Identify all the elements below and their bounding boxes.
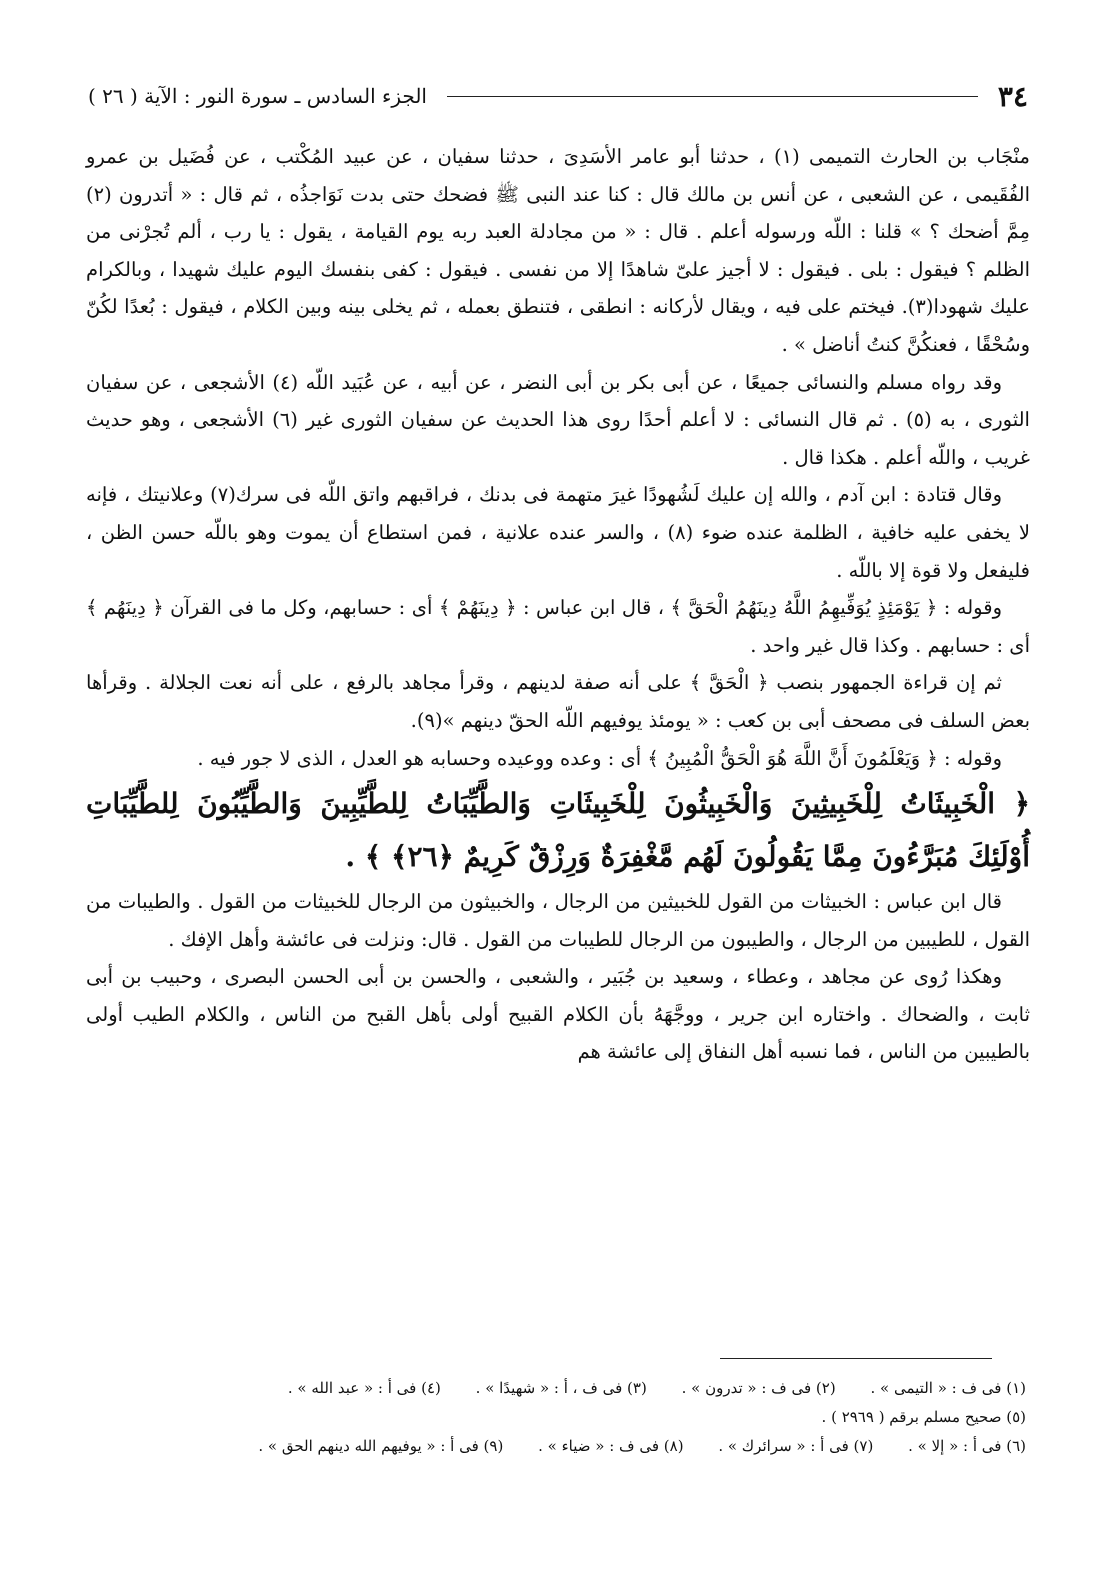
footnotes [130,1374,1026,1461]
paragraph-1: منْجَاب بن الحارث التميمى (١) ، حدثنا أبو عامر الأسَدِىَ ، حدثنا سفيان ، عن عبيد المُكْتب ، عن فُضَيل بن عمرو الفُقَيمى ، عن الشعبى ، عن أنس بن مالك قال : كنا عند النبى ﷺ فضحك حتى بدت نَوَاجذُه ، ثم قال : « أتدرون (٢) مِمَّ أضحك ؟ » قلنا : اللّه ورسوله أعلم . قال : « من مجادلة العبد ربه يوم القيامة ، يقول : يا رب ، ألم تُجرْنى من الظلم ؟ فيقول : بلى . فيقول : لا أجيز علىّ شاهدًا إلا من نفسى . فيقول : كفى بنفسك اليوم عليك شهيدا ، وبالكرام عليك شهودا(٣). فيختم على فيه ، ويقال لأركانه : انطقى ، فتنطق بعمله ، ثم يخلى بينه وبين الكلام ، فيقول : بُعدًا لكُنّ وسُحْقًا ، فعنكُنَّ كنتُ أناضل » . [86,145,1030,356]
paragraph-5: ثم إن قراءة الجمهور بنصب ﴿ الْحَقَّ ﴾ على أنه صفة لدينهم ، وقرأ مجاهد بالرفع ، على أنه نعت الجلالة . وقرأها بعض السلف فى مصحف أبى بن كعب : « يومئذ يوفيهم اللّه الحقّ دينهم »(٩). [86,671,1030,732]
footnote-1: (١) فى ف : « التيمى » . [870,1379,1026,1397]
paragraph-8: وهكذا رُوى عن مجاهد ، وعطاء ، وسعيد بن جُبَير ، والشعبى ، والحسن بن أبى الحسن البصرى ، وحبيب بن أبى ثابت ، والضحاك . واختاره ابن جرير ، ووجَّهَهُ بأن الكلام القبيح أولى بأهل القبح من الناس ، والكلام الطيب أولى بالطيبين من الناس ، فما نسبه أهل النفاق إلى عائشة هم [86,965,1030,1064]
footnote-5: (٥) صحيح مسلم برقم ( ٢٩٦٩ ) . [821,1408,1026,1426]
running-title: الجزء السادس ـ سورة النور : الآية ( ٢٦ ) [88,84,427,108]
paragraph-7: قال ابن عباس : الخبيثات من القول للخبيثين من الرجال ، والخبيثون من الرجال للخبيثات من القول . والطيبات من القول ، للطيبين من الرجال ، والطيبون من الرجال للطيبات من القول . قال: ونزلت فى عائشة وأهل الإفك . [86,890,1030,951]
page-header [88,74,1028,118]
footnote-rule [720,1358,992,1359]
page-number: ٣٤ [997,79,1028,113]
footnote-3: (٣) فى ف ، أ : « شهيدًا » . [475,1379,647,1397]
paragraph-6: وقوله : ﴿ وَيَعْلَمُونَ أَنَّ اللَّهَ هُوَ الْحَقُّ الْمُبِينُ ﴾ أى : وعده ووعيده وحسابه هو العدل ، الذى لا جور فيه . [197,746,1002,770]
footnote-2: (٢) فى ف : « تدرون » . [681,1379,836,1397]
paragraph-2: وقد رواه مسلم والنسائى جميعًا ، عن أبى بكر بن أبى النضر ، عن أبيه ، عن عُبَيد اللّه (٤) الأشجعى ، عن سفيان الثورى ، به (٥) . ثم قال النسائى : لا أعلم أحدًا روى هذا الحديث عن سفيان الثورى غير (٦) الأشجعى ، وهو حديث غريب ، واللّه أعلم . هكذا قال . [86,370,1030,469]
header-rule [447,95,978,97]
footnote-row [130,1432,1026,1461]
quran-verse: ﴿ الْخَبِيثَاتُ لِلْخَبِيثِينَ وَالْخَبِيثُونَ لِلْخَبِيثَاتِ وَالطَّيِّبَاتُ لِلطَّيِّبِينَ وَالطَّيِّبُونَ لِلطَّيِّبَاتِ أُوْلَئِكَ مُبَرَّءُونَ مِمَّا يَقُولُونَ لَهُم مَّغْفِرَةٌ وَرِزْقٌ كَرِيمٌ ﴿٢٦﴾ ﴾ . [86,787,1030,874]
footnote-7: (٧) فى أ : « سرائرك » . [718,1437,874,1455]
footnote-row [130,1374,1026,1403]
paragraph-3: وقال قتادة : ابن آدم ، والله إن عليك لَشُهودًا غيرَ متهمة فى بدنك ، فراقبهم واتق اللّه فى سرك(٧) وعلانيتك ، فإنه لا يخفى عليه خافية ، الظلمة عنده ضوء (٨) ، والسر عنده علانية ، فمن استطاع أن يموت وهو باللّه حسن الظن ، فليفعل ولا قوة إلا باللّه . [86,483,1031,582]
footnote-6: (٦) فى أ : « إلا » . [908,1437,1026,1455]
footnote-8: (٨) فى ف : « ضياء » . [538,1437,684,1455]
paragraph-4: وقوله : ﴿ يَوْمَئِذٍ يُوَفِّيهِمُ اللَّهُ دِينَهُمُ الْحَقَّ ﴾ ، قال ابن عباس : ﴿ دِينَهُمْ ﴾ أى : حسابهم، وكل ما فى القرآن ﴿ دِينَهُم ﴾ أى : حسابهم . وكذا قال غير واحد . [86,596,1030,657]
footnote-4: (٤) فى أ : « عبد الله » . [287,1379,441,1397]
footnote-row [130,1403,1026,1432]
footnote-9: (٩) فى أ : « يوفيهم الله دينهم الحق » . [258,1437,504,1455]
main-text [86,138,1030,1071]
